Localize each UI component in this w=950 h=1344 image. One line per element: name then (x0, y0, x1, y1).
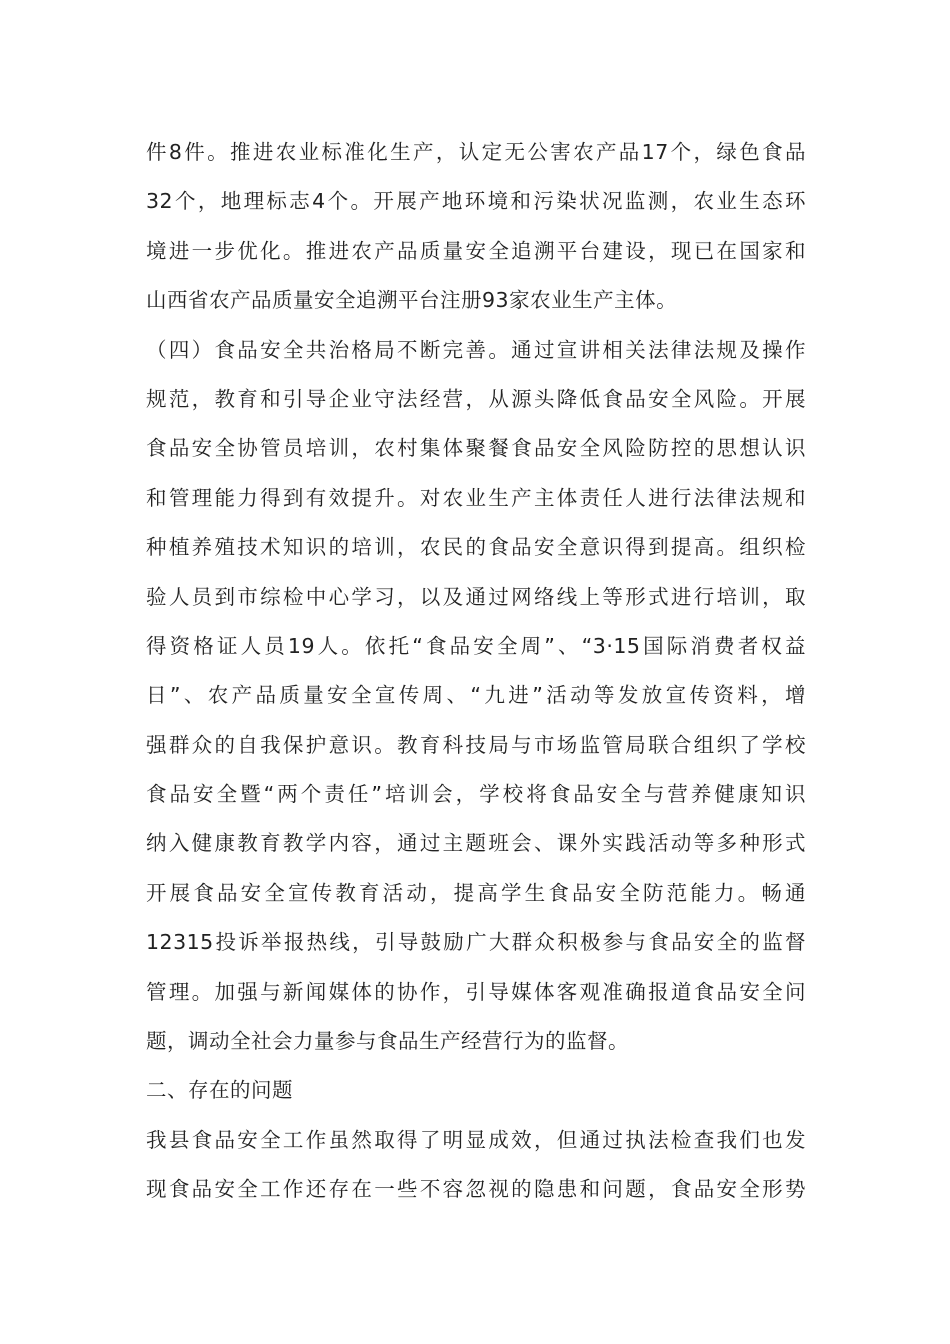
text-line: 得资格证人员19人。依托“食品安全周”、“3·15国际消费者权益 (146, 633, 806, 658)
text-line: 题，调动全社会力量参与食品生产经营行为的监督。 (146, 1029, 629, 1054)
section-heading-line: （四）食品安全共治格局不断完善。通过宣讲相关法律法规及操作 (146, 337, 806, 362)
text-line: 境进一步优化。推进农产品质量安全追溯平台建设，现已在国家和 (146, 238, 806, 263)
text-line: 管理。加强与新闻媒体的协作，引导媒体客观准确报道食品安全问 (146, 979, 806, 1004)
document-body (146, 128, 806, 1215)
text-line: 食品安全暨“两个责任”培训会，学校将食品安全与营养健康知识 (146, 782, 806, 807)
text-line: 我县食品安全工作虽然取得了明显成效，但通过执法检查我们也发 (146, 1127, 806, 1152)
text-line: 食品安全协管员培训，农村集体聚餐食品安全风险防控的思想认识 (146, 436, 806, 461)
text-line: 现食品安全工作还存在一些不容忽视的隐患和问题，食品安全形势 (146, 1177, 806, 1202)
text-line: 和管理能力得到有效提升。对农业生产主体责任人进行法律法规和 (146, 485, 806, 510)
text-line: 12315投诉举报热线，引导鼓励广大群众积极参与食品安全的监督 (146, 930, 806, 955)
text-line: 开展食品安全宣传教育活动，提高学生食品安全防范能力。畅通 (146, 880, 806, 905)
text-line: 验人员到市综检中心学习，以及通过网络线上等形式进行培训，取 (146, 584, 806, 609)
text-line: 规范，教育和引导企业守法经营，从源头降低食品安全风险。开展 (146, 386, 806, 411)
text-line: 纳入健康教育教学内容，通过主题班会、课外实践活动等多种形式 (146, 831, 806, 856)
section-heading: 二、存在的问题 (146, 1078, 293, 1103)
text-line: 种植养殖技术知识的培训，农民的食品安全意识得到提高。组织检 (146, 535, 806, 560)
text-line: 强群众的自我保护意识。教育科技局与市场监管局联合组织了学校 (146, 732, 806, 757)
text-line: 山西省农产品质量安全追溯平台注册93家农业生产主体。 (146, 288, 678, 313)
text-line: 件8件。推进农业标准化生产，认定无公害农产品17个，绿色食品 (146, 140, 806, 164)
text-line: 32个，地理标志4个。开展产地环境和污染状况监测，农业生态环 (146, 189, 806, 214)
text-line: 日”、农产品质量安全宣传周、“九进”活动等发放宣传资料，增 (146, 683, 806, 708)
